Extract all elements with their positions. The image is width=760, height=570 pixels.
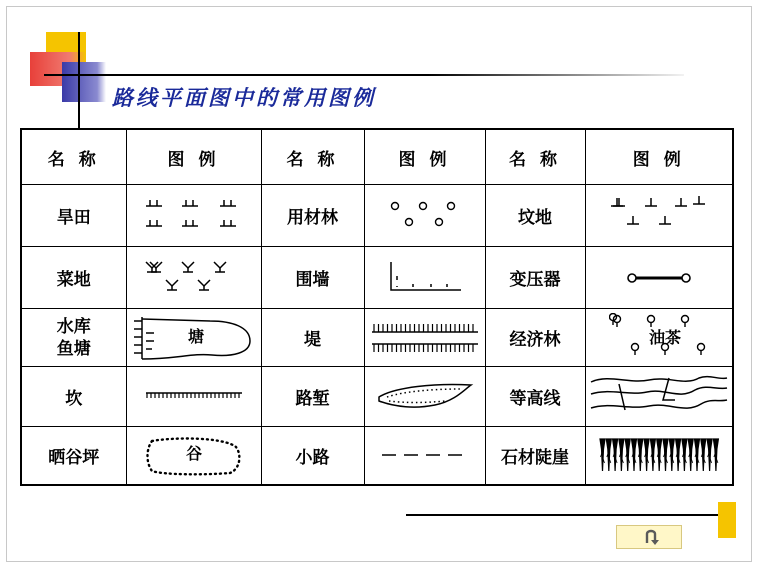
- return-arrow-icon: [617, 526, 681, 548]
- header-symbol-3: 图 例: [585, 129, 733, 185]
- return-button[interactable]: [616, 525, 682, 549]
- tea-label: 油茶: [648, 327, 681, 347]
- contour-line-symbol: [585, 367, 733, 427]
- cutting-symbol: [364, 367, 485, 427]
- legend-name: 堤: [261, 309, 364, 367]
- legend-name: 等高线: [485, 367, 585, 427]
- legend-name: 经济林: [485, 309, 585, 367]
- transformer-symbol: [585, 247, 733, 309]
- timber-forest-symbol: [364, 185, 485, 247]
- header-name-1: 名 称: [21, 129, 126, 185]
- page-title: 路线平面图中的常用图例: [112, 85, 376, 110]
- pond-label: 塘: [187, 326, 204, 346]
- footer-decoration: [718, 502, 736, 538]
- legend-name: 变压器: [485, 247, 585, 309]
- legend-name: [21, 309, 126, 367]
- table-row: [21, 427, 733, 485]
- legend-name-line: 水库 鱼塘: [56, 316, 91, 359]
- wall-symbol: [364, 247, 485, 309]
- legend-table: [20, 128, 734, 486]
- legend-name: 小路: [261, 427, 364, 485]
- legend-name: 菜地: [21, 247, 126, 309]
- rock-cliff-symbol: [585, 427, 733, 485]
- scarp-symbol: [126, 367, 261, 427]
- drying-ground-symbol: [126, 427, 261, 485]
- pond-symbol: [126, 309, 261, 367]
- table-row: [21, 309, 733, 367]
- trail-symbol: [364, 427, 485, 485]
- table-row: [21, 247, 733, 309]
- table-row: [21, 367, 733, 427]
- legend-name: 晒谷坪: [21, 427, 126, 485]
- legend-name: 围墙: [261, 247, 364, 309]
- header-name-2: 名 称: [261, 129, 364, 185]
- legend-name: 坎: [21, 367, 126, 427]
- vegetable-field-symbol: [126, 247, 261, 309]
- table-row: [21, 185, 733, 247]
- legend-name: 用材林: [261, 185, 364, 247]
- header-symbol-1: 图 例: [126, 129, 261, 185]
- economic-forest-symbol: [585, 309, 733, 367]
- dry-field-symbol: [126, 185, 261, 247]
- legend-name: 坟地: [485, 185, 585, 247]
- header-symbol-2: 图 例: [364, 129, 485, 185]
- header-row: [21, 129, 733, 185]
- grain-label: 谷: [185, 444, 202, 464]
- legend-name: 石材陡崖: [485, 427, 585, 485]
- legend-name: 路堑: [261, 367, 364, 427]
- header-name-3: 名 称: [485, 129, 585, 185]
- graveyard-symbol: [585, 185, 733, 247]
- legend-name: 旱田: [21, 185, 126, 247]
- embankment-symbol: [364, 309, 485, 367]
- footer-line: [406, 514, 722, 516]
